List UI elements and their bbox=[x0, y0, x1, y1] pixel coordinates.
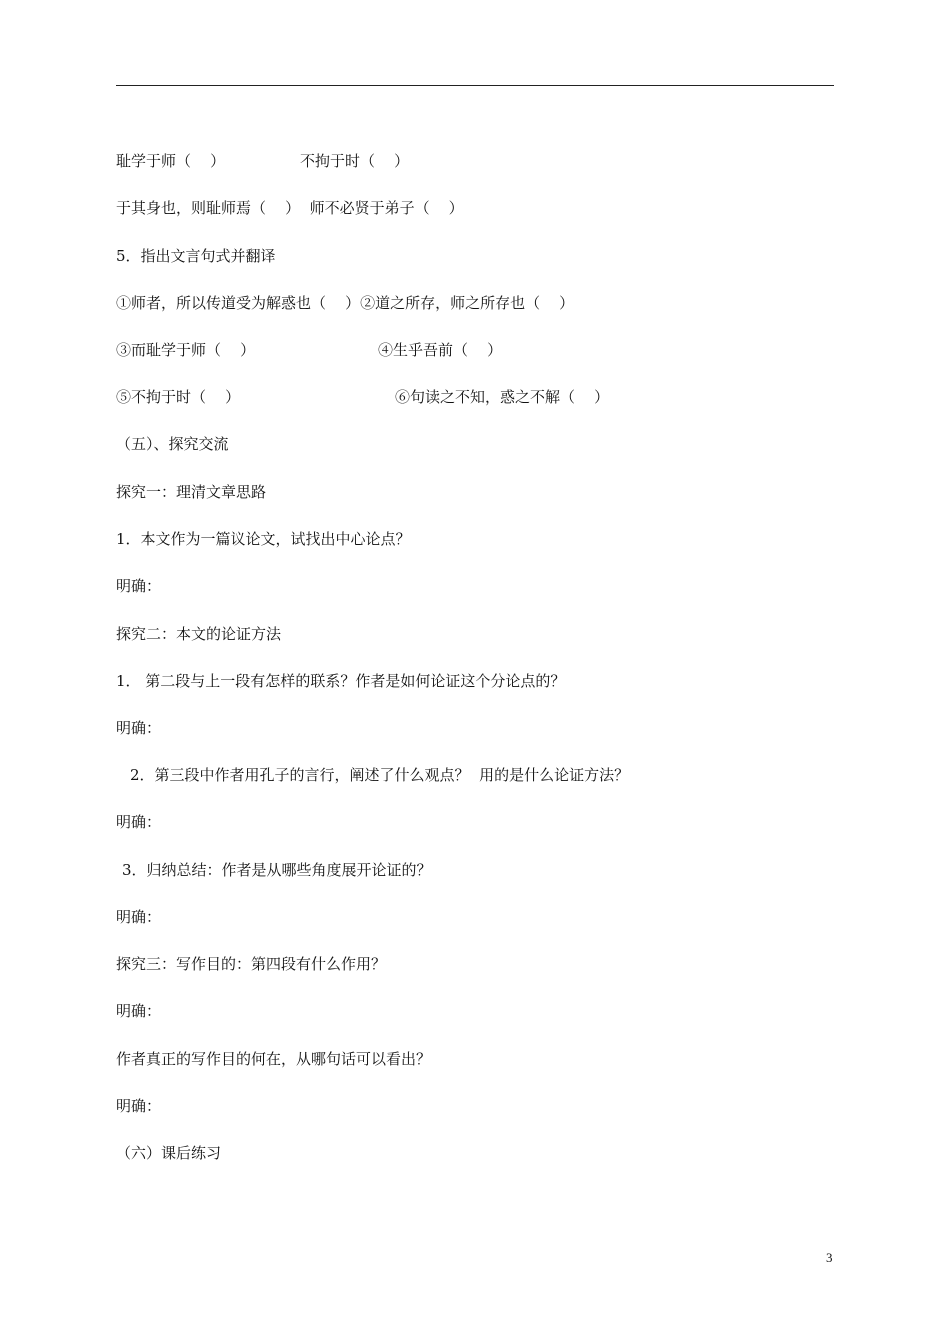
section-heading: （六）课后练习 bbox=[116, 1144, 222, 1162]
text-line: ⑥句读之不知，惑之不解（ ） bbox=[395, 388, 610, 406]
answer-label: 明确： bbox=[116, 908, 162, 926]
text-line: 探究三：写作目的：第四段有什么作用？ bbox=[116, 955, 387, 973]
text-line: 3．归纳总结：作者是从哪些角度展开论证的？ bbox=[122, 861, 432, 879]
text-line: 探究二：本文的论证方法 bbox=[116, 625, 282, 643]
answer-label: 明确： bbox=[116, 719, 162, 737]
text-line: ⑤不拘于时（ ） bbox=[116, 388, 241, 406]
text-line: 探究一：理清文章思路 bbox=[116, 483, 267, 501]
text-line: 5．指出文言句式并翻译 bbox=[116, 247, 276, 265]
answer-label: 明确： bbox=[116, 577, 162, 595]
text-line: 1．本文作为一篇议论文，试找出中心论点？ bbox=[116, 530, 411, 548]
text-line: ③而耻学于师（ ） bbox=[116, 341, 256, 359]
text-line: 于其身也，则耻师焉（ ） 师不必贤于弟子（ ） bbox=[116, 199, 464, 217]
text-line: 作者真正的写作目的何在，从哪句话可以看出？ bbox=[116, 1050, 432, 1068]
header-rule bbox=[116, 85, 834, 86]
text-line: ①师者，所以传道受为解惑也（ ）②道之所存，师之所存也（ ） bbox=[116, 294, 575, 312]
text-line: ④生乎吾前（ ） bbox=[378, 341, 503, 359]
page-number: 3 bbox=[826, 1250, 833, 1265]
text-line: 不拘于时（ ） bbox=[300, 152, 410, 170]
section-heading: （五）、探究交流 bbox=[116, 435, 229, 453]
answer-label: 明确： bbox=[116, 1097, 162, 1115]
text-line: 耻学于师（ ） bbox=[116, 152, 226, 170]
text-line: 2．第三段中作者用孔子的言行，阐述了什么观点？ 用的是什么论证方法？ bbox=[130, 766, 630, 784]
answer-label: 明确： bbox=[116, 1002, 162, 1020]
answer-label: 明确： bbox=[116, 813, 162, 831]
text-line: 1． 第二段与上一段有怎样的联系？作者是如何论证这个分论点的？ bbox=[116, 672, 566, 690]
